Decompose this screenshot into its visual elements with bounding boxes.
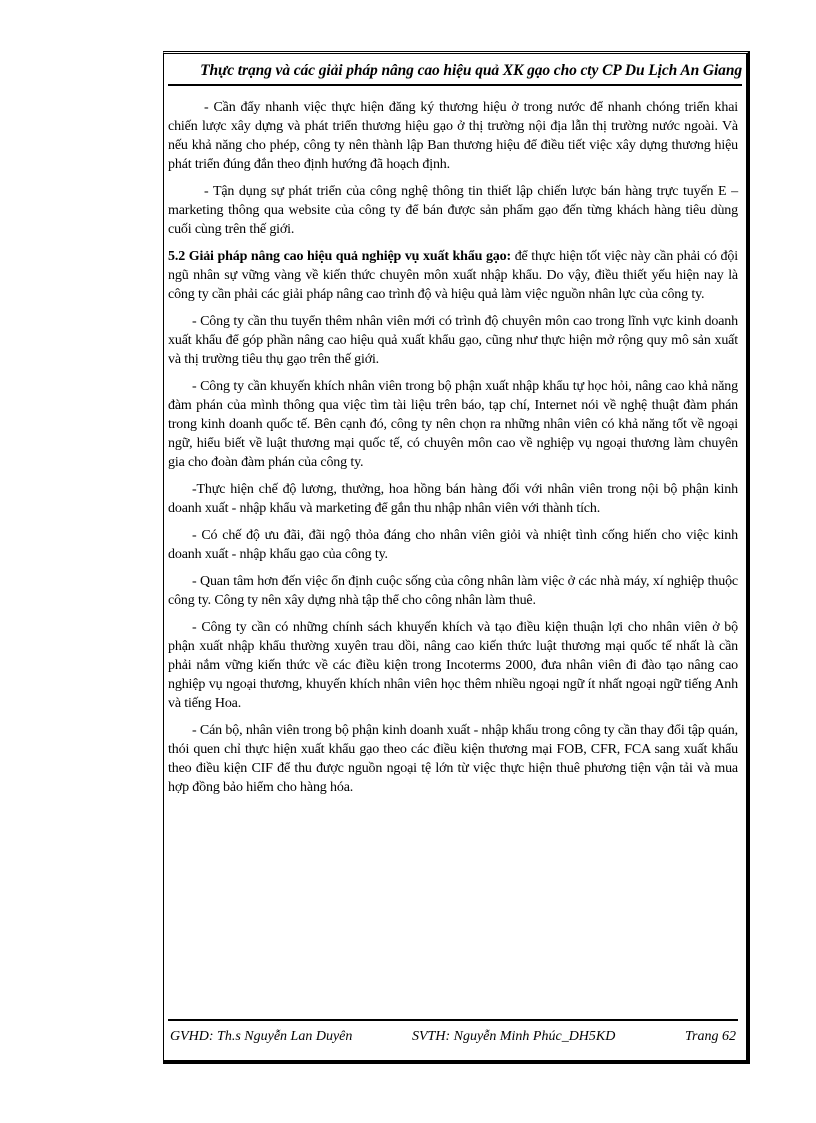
paragraph-5: -Thực hiện chế độ lương, thưởng, hoa hồng bán hàng đối với nhân viên trong nội bộ phận kinh doanh xuất - nhập khẩu và marketing để gắn thu nhập nhân viên với thành tích. (168, 482, 738, 516)
paragraph-7: - Quan tâm hơn đến việc ổn định cuộc sống của công nhân làm việc ở các nhà máy, xí nghiệp thuộc công ty. Công ty nên xây dựng nhà tập thể cho công nhân làm thuê. (168, 574, 738, 608)
paragraph-4: - Công ty cần khuyến khích nhân viên trong bộ phận xuất nhập khẩu tự học hỏi, nâng cao khả năng đàm phán của mình thông qua việc tìm tài liệu trên báo, tạp chí, Internet nói về nghệ thuật đàm phán trong kinh doanh quốc tế. Bên cạnh đó, công ty nên chọn ra những nhân viên có khả năng tốt về ngoại ngữ, hiểu biết về luật thương mại quốc tế, có chuyên môn cao về nghiệp vụ ngoại thương làm chuyên gia cho đoàn đàm phán của công ty. (168, 379, 738, 470)
page-content (168, 98, 738, 805)
paragraph-2: - Tận dụng sự phát triển của công nghệ thông tin thiết lập chiến lược bán hàng trực tuyến E – marketing thông qua website của công ty để bán được sản phẩm gạo đến từng khách hàng tiêu dùng cuối cùng trên thế giới. (168, 184, 738, 237)
header-title: Thực trạng và các giải pháp nâng cao hiệu quả XK gạo cho cty CP Du Lịch An Giang (200, 62, 742, 79)
footer-student: SVTH: Nguyễn Minh Phúc_DH5KD (412, 1029, 616, 1044)
paragraph-3: - Công ty cần thu tuyển thêm nhân viên mới có trình độ chuyên môn cao trong lĩnh vực kinh doanh xuất khẩu để góp phần nâng cao hiệu quả xuất khẩu gạo, cũng như thực hiện mở rộng quy mô sản xuất và thị trường tiêu thụ gạo trên thế giới. (168, 314, 738, 367)
paragraph-6: - Có chế độ ưu đãi, đãi ngộ thỏa đáng cho nhân viên giỏi và nhiệt tình cống hiến cho việc kinh doanh xuất - nhập khẩu gạo của công ty. (168, 528, 738, 562)
paragraph-1: - Cần đẩy nhanh việc thực hiện đăng ký thương hiệu ở trong nước để nhanh chóng triển khai chiến lược xây dựng và phát triển thương hiệu gạo ở thị trường nội địa lẫn thị trường nước ngoài. Và nếu khả năng cho phép, công ty nên thành lập Ban thương hiệu để điều tiết việc xây dựng thương hiệu phát triển đúng đắn theo định hướng đã hoạch định. (168, 100, 738, 172)
page-footer (168, 1019, 738, 1049)
paragraph-8: - Công ty cần có những chính sách khuyến khích và tạo điều kiện thuận lợi cho nhân viên ở bộ phận xuất nhập khẩu thường xuyên trau dồi, nâng cao kiến thức luật thương mại quốc tế nhất là cần phải nắm vững kiến thức về các điều kiện trong Incoterms 2000, đưa nhân viên đi đào tạo nâng cao nghiệp vụ ngoại thương, khuyến khích nhân viên học thêm nhiều ngoại ngữ ít nhất ngoại ngữ tiếng Anh và tiếng Hoa. (168, 620, 738, 711)
section-paragraph (168, 247, 738, 304)
footer-page-number: Trang 62 (685, 1029, 736, 1044)
section-heading: 5.2 Giải pháp nâng cao hiệu quả nghiệp vụ xuất khẩu gạo: (168, 249, 512, 264)
section-text: để thực hiện tốt việc này cần phải có đội ngũ nhân sự vững vàng về kiến thức chuyên môn xuất nhập khẩu. Do vậy, điều thiết yếu hiện nay là công ty cần phải các giải pháp nâng cao trình độ và hiệu quả làm việc nguồn nhân lực của công ty. (168, 249, 738, 302)
page-header (168, 60, 742, 86)
paragraph-9: - Cán bộ, nhân viên trong bộ phận kinh doanh xuất - nhập khẩu trong công ty cần thay đổi tập quán, thói quen chỉ thực hiện xuất khẩu gạo theo các điều kiện thương mại FOB, CFR, FCA sang xuất khẩu theo điều kiện CIF để thu được nguồn ngoại tệ lớn từ việc thực hiện thuê phương tiện vận tải và mua hợp đồng bảo hiểm cho hàng hóa. (168, 723, 738, 795)
footer-advisor: GVHD: Th.s Nguyễn Lan Duyên (170, 1029, 353, 1044)
